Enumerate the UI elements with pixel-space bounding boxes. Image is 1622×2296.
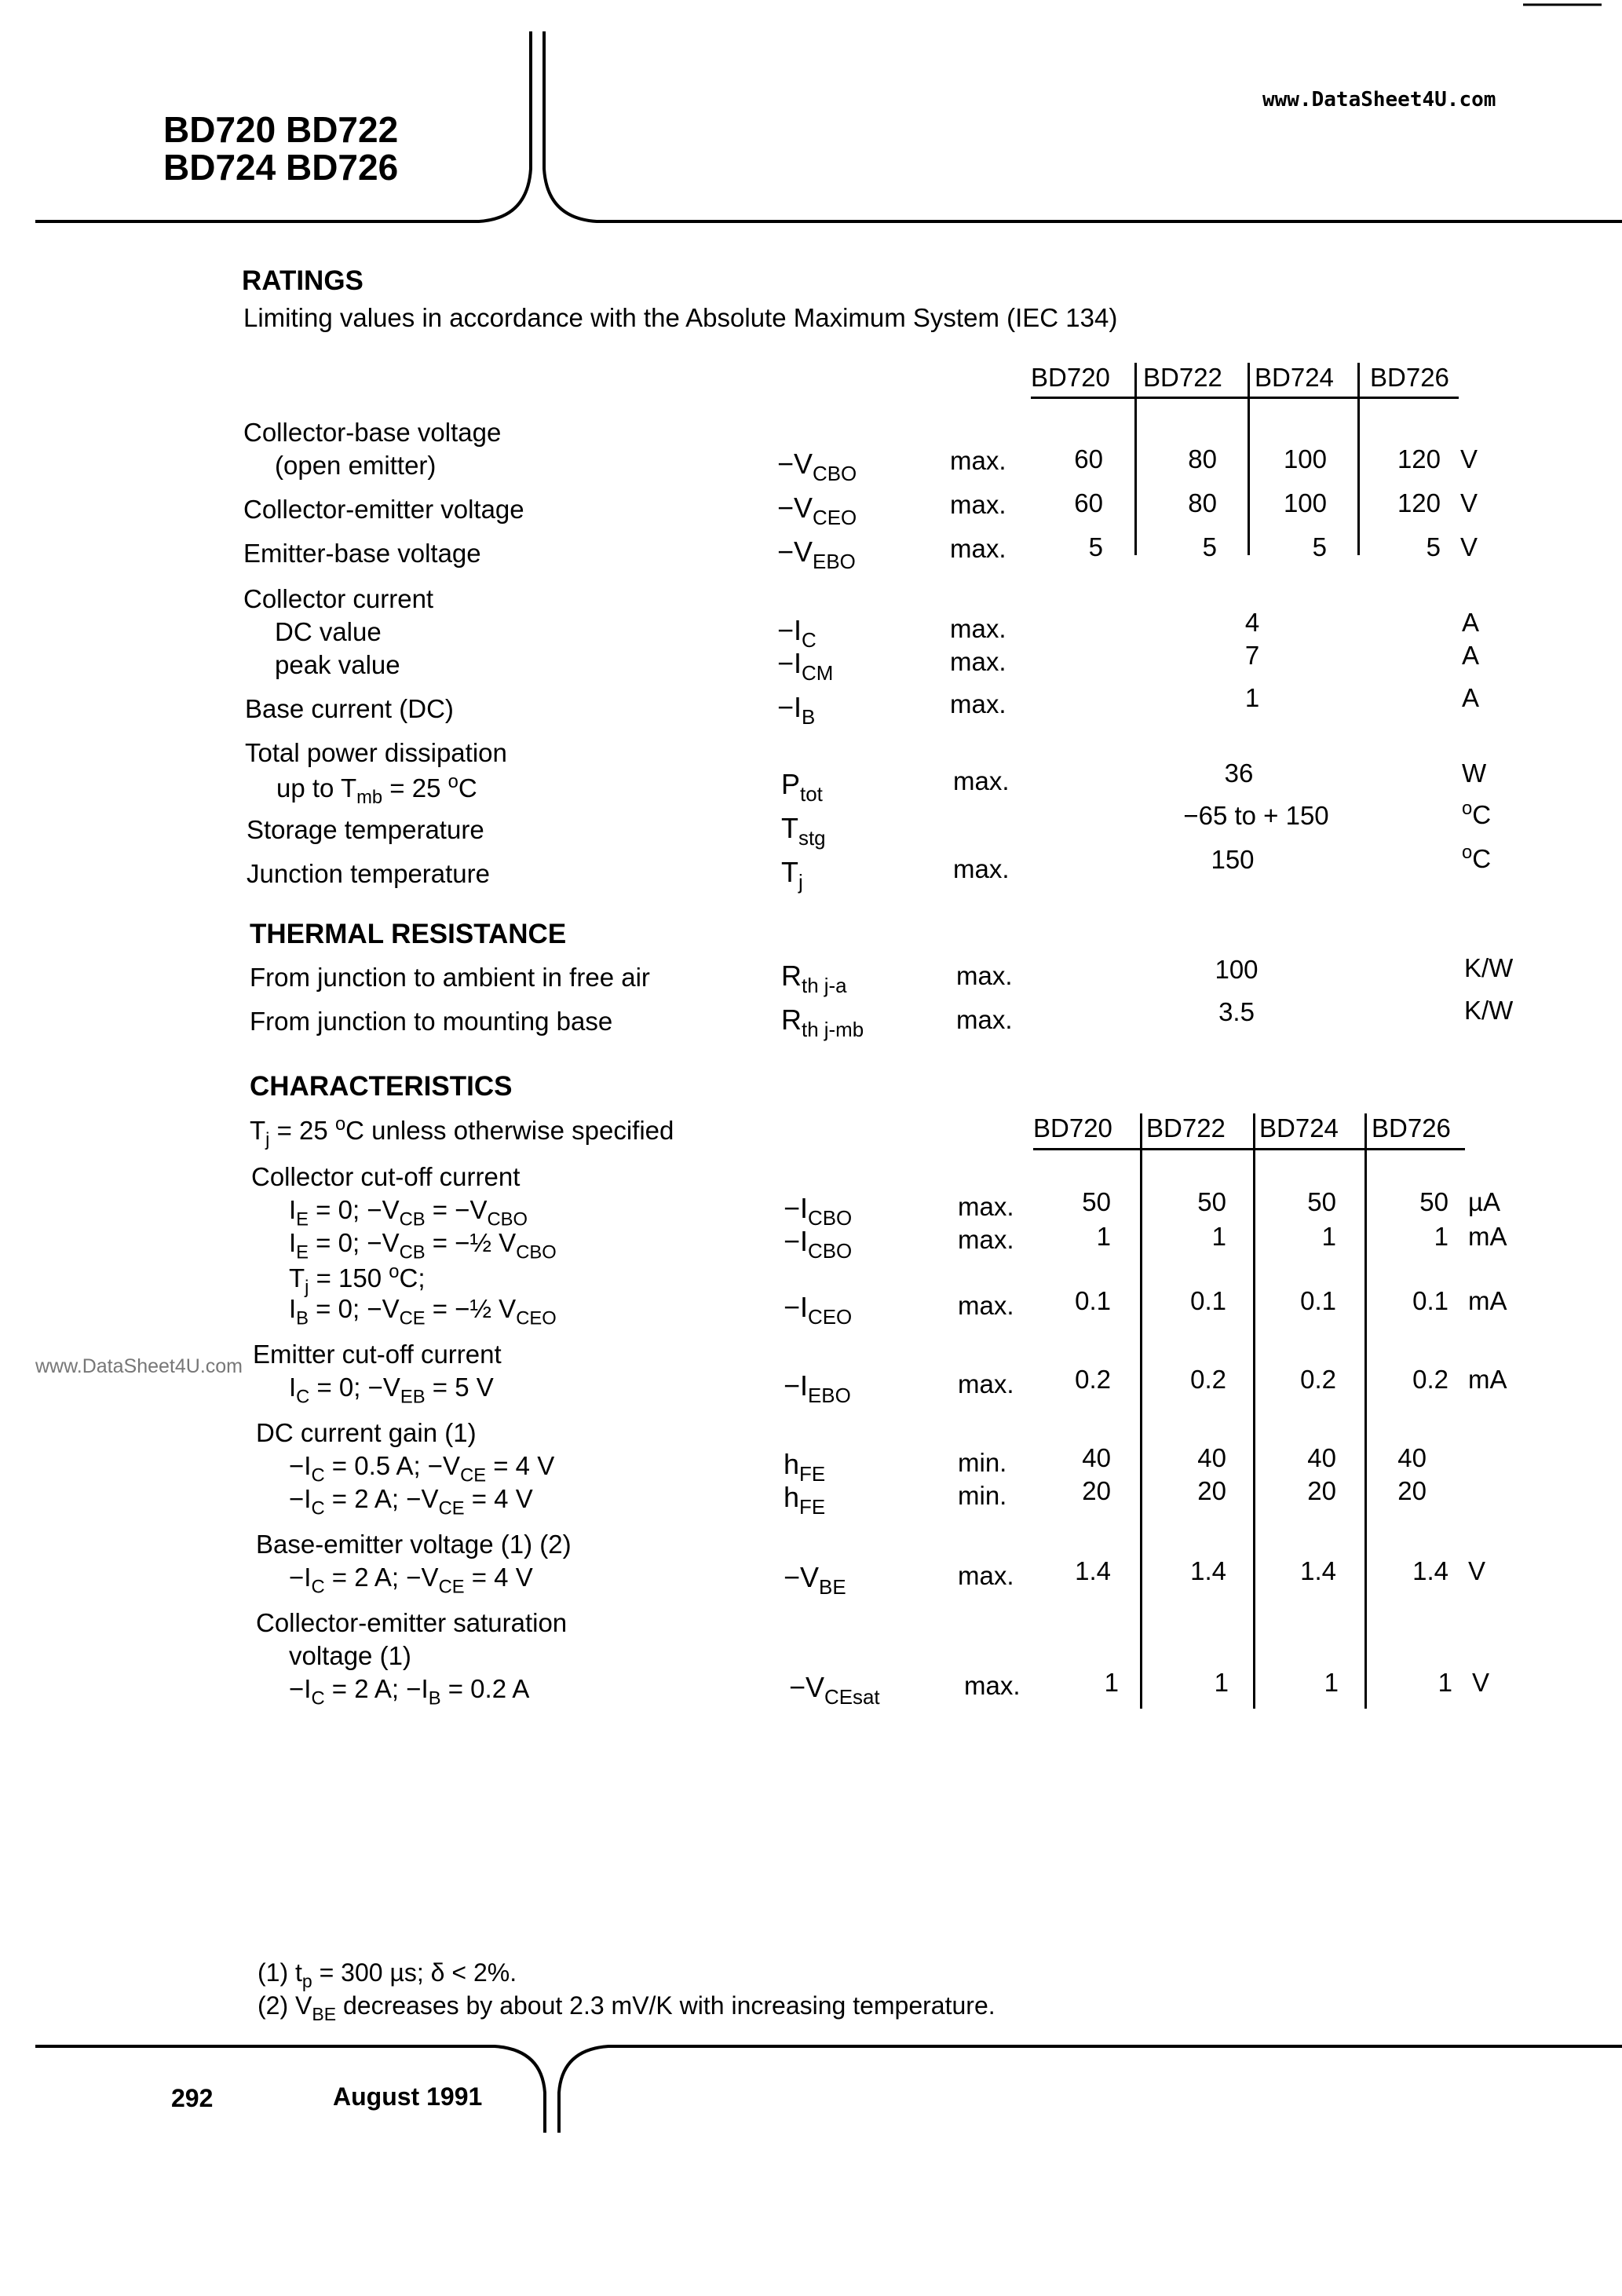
ratings-heading: RATINGS (242, 265, 363, 296)
iceo-bd722: 0.1 (1190, 1286, 1226, 1315)
vbe-max: max. (958, 1561, 1014, 1590)
ib-value: 1 (1244, 683, 1260, 712)
ib-symbol: $-I_B$ (777, 691, 816, 729)
ptot-label: Total power dissipation (245, 738, 507, 767)
icbo2-bd726: 1 (1434, 1222, 1448, 1251)
rth-jmb-symbol: $R_{th j-mb}$ (781, 1004, 864, 1042)
iebo-bd722: 0.2 (1190, 1365, 1226, 1394)
vcbo-bd722: 80 (1188, 444, 1217, 473)
vceo-symbol: $-V_{CEO}$ (777, 492, 857, 530)
vcbo-unit: V (1460, 444, 1478, 473)
vcesat-label: Collector-emitter saturation (256, 1608, 568, 1637)
iebo-label: Emitter cut-off current (253, 1340, 502, 1369)
col-header-bd724: BD724 (1255, 363, 1334, 392)
vbe-bd726: 1.4 (1412, 1556, 1448, 1585)
hfe1-bd722: 40 (1197, 1443, 1226, 1472)
rth-ja-value: 100 (1215, 955, 1259, 984)
tj-value: 150 (1211, 845, 1255, 874)
char-col-header-bd724: BD724 (1259, 1113, 1339, 1143)
header-rule-right (544, 31, 1622, 221)
icbo2-max: max. (958, 1225, 1014, 1254)
page-number: 292 (171, 2084, 214, 2112)
iebo-symbol: $-I_{EBO}$ (784, 1369, 851, 1408)
vbe-bd720: 1.4 (1075, 1556, 1111, 1585)
iebo-max: max. (958, 1369, 1014, 1398)
icbo1-condition: $I_E = 0$; $-V_{CB} = -V_{CBO}$ (289, 1195, 528, 1230)
hfe2-min: min. (958, 1481, 1007, 1510)
icbo1-bd726: 50 (1419, 1187, 1448, 1216)
tj-symbol: $T_j$ (781, 856, 803, 894)
vbe-bd722: 1.4 (1190, 1556, 1226, 1585)
tj-unit: $^o$C (1462, 842, 1492, 873)
vcesat-bd724: 1 (1324, 1668, 1339, 1697)
footnote-1: (1) $t_p = 300$ µs; δ < 2%. (258, 1958, 517, 1992)
hfe-label: DC current gain (1) (256, 1418, 477, 1447)
ptot-symbol: $P_{tot}$ (781, 768, 823, 806)
rth-jmb-value: 3.5 (1218, 997, 1255, 1026)
vebo-bd722: 5 (1202, 532, 1217, 561)
tstg-value: −65 to + 150 (1183, 801, 1329, 830)
hfe2-bd722: 20 (1197, 1476, 1226, 1505)
icbo2-condition: $I_E = 0$; $-V_{CB}$ = −½ $V_{CBO}$ (289, 1228, 557, 1263)
icbo1-unit: µA (1468, 1187, 1501, 1216)
iceo-max: max. (958, 1291, 1014, 1320)
rth-ja-symbol: $R_{th j-a}$ (781, 960, 847, 998)
char-col-header-bd722: BD722 (1146, 1113, 1226, 1143)
hfe1-bd720: 40 (1082, 1443, 1111, 1472)
hfe1-condition: $-I_C = 0.5$ A; $-V_{CE} = 4$ V (289, 1451, 555, 1486)
iceo-condition: $I_B = 0$; $-V_{CE}$ = −½ $V_{CEO}$ (289, 1294, 557, 1329)
vceo-max: max. (950, 490, 1006, 519)
vbe-label: Base-emitter voltage (1) (2) (256, 1530, 572, 1559)
ic-peak-max: max. (950, 647, 1006, 676)
ic-dc-symbol: $-I_C$ (777, 614, 816, 653)
hfe1-bd726: 40 (1397, 1443, 1427, 1472)
vceo-bd722: 80 (1188, 488, 1217, 517)
col-header-bd726: BD726 (1370, 363, 1449, 392)
vcbo-bd720: 60 (1074, 444, 1103, 473)
vcbo-max: max. (950, 446, 1006, 475)
footer-rule-right (559, 2046, 1622, 2133)
tstg-label: Storage temperature (247, 815, 484, 844)
vbe-condition: $-I_C = 2$ A; $-V_{CE} = 4$ V (289, 1563, 533, 1598)
footnote-2: (2) $V_{BE}$ decreases by about 2.3 mV/K with increasing temperature. (258, 1991, 995, 2025)
vceo-bd720: 60 (1074, 488, 1103, 517)
icbo1-bd720: 50 (1082, 1187, 1111, 1216)
vcbo-bd724: 100 (1283, 444, 1327, 473)
ratings-col-header-rule (1031, 397, 1459, 399)
vcesat-symbol: $-V_{CEsat}$ (789, 1671, 880, 1709)
vebo-bd726: 5 (1426, 532, 1441, 561)
vebo-bd720: 5 (1088, 532, 1103, 561)
ptot-max: max. (953, 766, 1010, 795)
iebo-condition: $I_C = 0$; $-V_{EB} = 5$ V (289, 1373, 494, 1408)
publication-date: August 1991 (333, 2082, 483, 2111)
iceo-unit: mA (1468, 1286, 1507, 1315)
icbo2-bd724: 1 (1321, 1222, 1336, 1251)
ib-unit: A (1462, 683, 1480, 712)
iceo-bd720: 0.1 (1075, 1286, 1111, 1315)
hfe2-bd720: 20 (1082, 1476, 1111, 1505)
vcesat-bd726: 1 (1438, 1668, 1452, 1697)
vceo-bd726: 120 (1397, 488, 1441, 517)
ic-dc-value: 4 (1244, 608, 1260, 637)
vcbo-label-2: (open emitter) (275, 451, 437, 480)
icbo2-symbol: $-I_{CBO}$ (784, 1225, 853, 1263)
iebo-bd724: 0.2 (1300, 1365, 1336, 1394)
iceo-bd724: 0.1 (1300, 1286, 1336, 1315)
vcesat-max: max. (964, 1671, 1021, 1700)
char-col-header-bd720: BD720 (1033, 1113, 1112, 1143)
vcesat-unit: V (1472, 1668, 1490, 1697)
ic-dc-max: max. (950, 614, 1006, 643)
tj-label: Junction temperature (247, 859, 491, 888)
icbo1-max: max. (958, 1192, 1014, 1221)
rth-jmb-max: max. (956, 1005, 1013, 1034)
iceo-bd726: 0.1 (1412, 1286, 1448, 1315)
vcesat-condition: $-I_C = 2$ A; $-I_B = 0.2$ A (289, 1674, 530, 1709)
hfe1-bd724: 40 (1307, 1443, 1336, 1472)
hfe1-min: min. (958, 1448, 1007, 1477)
rth-jmb-label: From junction to mounting base (250, 1007, 613, 1036)
vebo-symbol: $-V_{EBO}$ (777, 536, 856, 574)
ic-dc-label: DC value (275, 617, 382, 646)
vbe-unit: V (1468, 1556, 1486, 1585)
ic-peak-value: 7 (1244, 641, 1260, 670)
iebo-unit: mA (1468, 1365, 1507, 1394)
vceo-label: Collector-emitter voltage (243, 495, 524, 524)
hfe2-bd724: 20 (1307, 1476, 1336, 1505)
ib-label: Base current (DC) (245, 694, 454, 723)
vebo-max: max. (950, 534, 1006, 563)
ptot-value: 36 (1224, 759, 1254, 788)
characteristics-heading: CHARACTERISTICS (250, 1071, 513, 1102)
icbo2-bd720: 1 (1096, 1222, 1111, 1251)
ic-peak-symbol: $-I_{CM}$ (777, 647, 834, 686)
page-title-line2: BD724 BD726 (163, 147, 399, 188)
vcesat-bd720: 1 (1104, 1668, 1119, 1697)
icbo1-bd722: 50 (1197, 1187, 1226, 1216)
vceo-unit: V (1460, 488, 1478, 517)
ic-dc-unit: A (1462, 608, 1480, 637)
vbe-symbol: $-V_{BE}$ (784, 1561, 846, 1600)
icbo2-bd722: 1 (1211, 1222, 1226, 1251)
col-header-bd722: BD722 (1143, 363, 1222, 392)
hfe2-bd726: 20 (1397, 1476, 1427, 1505)
vcesat-bd722: 1 (1214, 1668, 1229, 1697)
vebo-unit: V (1460, 532, 1478, 561)
iceo-symbol: $-I_{CEO}$ (784, 1291, 853, 1329)
ic-peak-label: peak value (275, 650, 400, 679)
hfe2-condition: $-I_C = 2$ A; $-V_{CE} = 4$ V (289, 1484, 533, 1519)
watermark-top[interactable]: www.DataSheet4U.com (1262, 88, 1496, 112)
iceo-temp-condition: $T_j = 150$ $^o$C; (289, 1261, 426, 1299)
char-col-header-bd726: BD726 (1372, 1113, 1451, 1143)
iebo-bd726: 0.2 (1412, 1365, 1448, 1394)
vebo-label: Emitter-base voltage (243, 539, 481, 568)
icbo1-bd724: 50 (1307, 1187, 1336, 1216)
page-title-line1: BD720 BD722 (163, 109, 399, 150)
icbo2-unit: mA (1468, 1222, 1507, 1251)
rth-ja-label: From junction to ambient in free air (250, 963, 650, 992)
ptot-unit: W (1462, 759, 1487, 788)
rth-ja-unit: K/W (1464, 953, 1514, 982)
vebo-bd724: 5 (1312, 532, 1327, 561)
vcesat-label-2: voltage (1) (289, 1641, 411, 1670)
icbo-label: Collector cut-off current (251, 1162, 521, 1191)
ic-peak-unit: A (1462, 641, 1480, 670)
char-col-header-rule (1033, 1148, 1465, 1150)
characteristics-condition: $T_j = 25$ $^o$C unless otherwise specified (250, 1113, 674, 1151)
iebo-bd720: 0.2 (1075, 1365, 1111, 1394)
hfe2-symbol: $h_{FE}$ (784, 1481, 826, 1519)
ic-label: Collector current (243, 584, 434, 613)
tstg-symbol: $T_{stg}$ (781, 812, 826, 850)
rth-jmb-unit: K/W (1464, 996, 1514, 1025)
ratings-subtitle: Limiting values in accordance with the Absolute Maximum System (IEC 134) (243, 303, 1118, 332)
vceo-bd724: 100 (1283, 488, 1327, 517)
watermark-side[interactable]: www.DataSheet4U.com (35, 1355, 243, 1377)
icbo1-symbol: $-I_{CBO}$ (784, 1192, 853, 1230)
vcbo-bd726: 120 (1397, 444, 1441, 473)
hfe1-symbol: $h_{FE}$ (784, 1448, 826, 1486)
ib-max: max. (950, 689, 1006, 718)
tstg-unit: $^o$C (1462, 798, 1492, 829)
rth-ja-max: max. (956, 961, 1013, 990)
tj-max: max. (953, 854, 1010, 883)
thermal-heading: THERMAL RESISTANCE (250, 919, 567, 949)
vbe-bd724: 1.4 (1300, 1556, 1336, 1585)
vcbo-symbol: $-V_{CBO}$ (777, 448, 857, 486)
ptot-label-2: up to $T_{mb} = 25$ $^o$C (276, 771, 477, 809)
vcbo-label: Collector-base voltage (243, 418, 502, 447)
col-header-bd720: BD720 (1031, 363, 1110, 392)
